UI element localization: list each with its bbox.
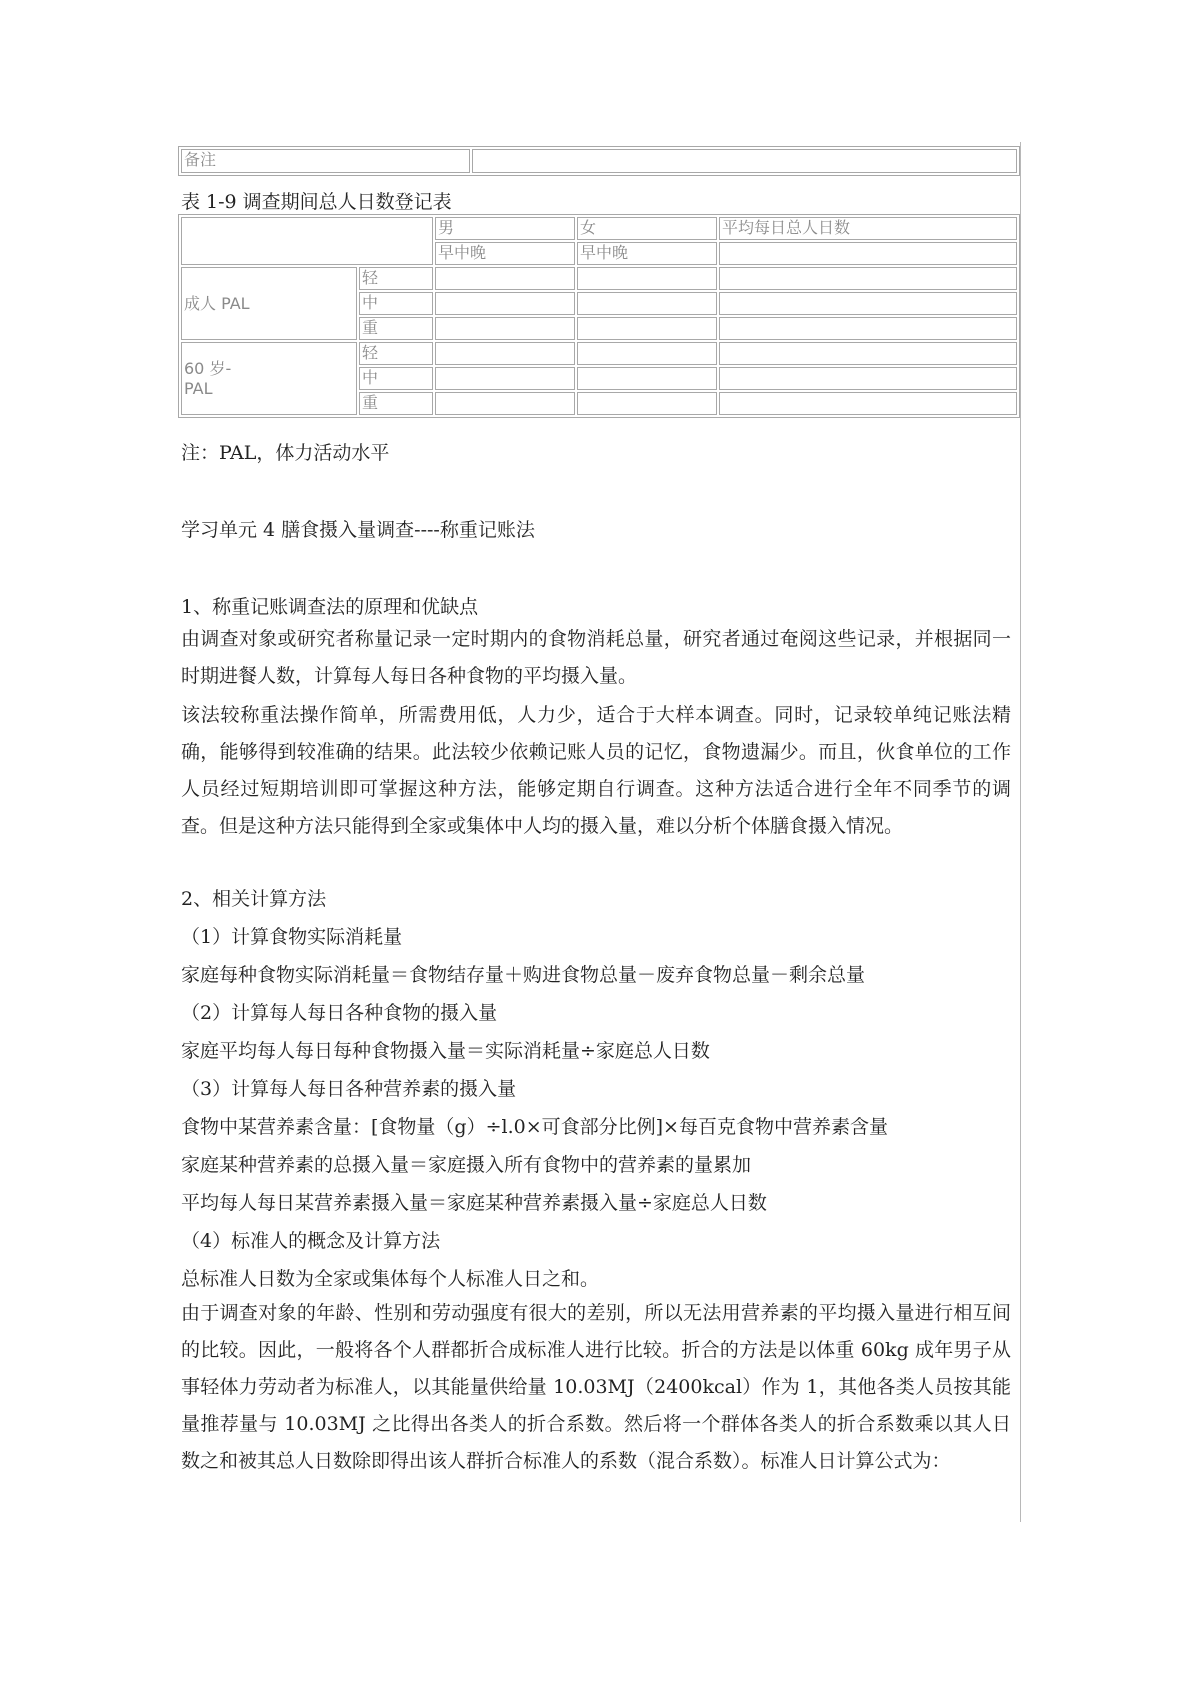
- empty-cell: [577, 342, 717, 365]
- section1-title: 1、称重记账调查法的原理和优缺点: [181, 596, 479, 618]
- section1-paragraph1: 由调查对象或研究者称量记录一定时期内的食物消耗总量，研究者通过奄阅这些记录，并根据同一时期进餐人数，计算每人每日各种食物的平均摄入量。: [181, 628, 1011, 687]
- empty-cell: [577, 317, 717, 340]
- meals-male: 早中晚: [435, 242, 575, 265]
- level-medium: 中: [359, 367, 433, 390]
- table-title: 表 1-9 调查期间总人日数登记表: [181, 191, 452, 213]
- group-elderly-line2: PAL: [184, 378, 213, 398]
- header-avg: 平均每日总人日数: [719, 217, 1017, 240]
- table-row: [181, 217, 1017, 240]
- table-row: [181, 342, 1017, 365]
- empty-cell: [435, 392, 575, 415]
- table-row: [181, 267, 1017, 290]
- table-note: 注：PAL，体力活动水平: [181, 442, 390, 464]
- empty-cell: [719, 317, 1017, 340]
- group-adult-label: 成人 PAL: [181, 267, 357, 340]
- empty-cell: [719, 267, 1017, 290]
- formula-total-nutrient: 家庭某种营养素的总摄入量＝家庭摄入所有食物中的营养素的量累加: [181, 1154, 752, 1176]
- empty-cell: [435, 317, 575, 340]
- remark-table: [178, 146, 1020, 176]
- empty-cell: [719, 292, 1017, 315]
- formula-nutrient-content: 食物中某营养素含量：[食物量（g）÷l.0×可食部分比例]×每百克食物中营养素含量: [181, 1116, 888, 1138]
- empty-cell: [577, 392, 717, 415]
- level-heavy: 重: [359, 392, 433, 415]
- standard-person-paragraph: 由于调查对象的年龄、性别和劳动强度有很大的差别，所以无法用营养素的平均摄入量进行相互间的比较。因此，一般将各个人群都折合成标准人进行比较。折合的方法是以体重 60kg 成年男子从事轻体力劳动者为标准人，以其能量供给量 10.03MJ（2400kcal）作为 1，其他各类人员按其能量推荐量与 10.03MJ 之比得出各类人的折合系数。然后将一个群体各类人的折合系数乘以其人日数之和被其总人日数除即得出该人群折合标准人的系数（混合系数）。标准人日计算公式为：: [181, 1302, 1011, 1472]
- header-blank-cell: [181, 217, 433, 265]
- empty-cell: [719, 342, 1017, 365]
- section1-paragraph2: 该法较称重法操作简单，所需费用低，人力少，适合于大样本调查。同时，记录较单纯记账法精确，能够得到较准确的结果。此法较少依赖记账人员的记忆，食物遗漏少。而且，伙食单位的工作人员经过短期培训即可掌握这种方法，能够定期自行调查。这种方法适合进行全年不同季节的调查。但是这种方法只能得到全家或集体中人均的摄入量，难以分析个体膳食摄入情况。: [181, 704, 1011, 837]
- page-right-rule: [1020, 142, 1021, 1522]
- group-elderly-label: [181, 342, 357, 415]
- subsection-2-2-title: （2）计算每人每日各种食物的摄入量: [181, 1002, 498, 1024]
- formula-average-nutrient: 平均每人每日某营养素摄入量＝家庭某种营养素摄入量÷家庭总人日数: [181, 1192, 767, 1214]
- remark-label: 备注: [181, 149, 470, 173]
- formula-daily-intake: 家庭平均每人每日每种食物摄入量＝实际消耗量÷家庭总人日数: [181, 1040, 710, 1062]
- empty-cell: [435, 342, 575, 365]
- table-row: [181, 149, 1017, 173]
- level-light: 轻: [359, 267, 433, 290]
- level-heavy: 重: [359, 317, 433, 340]
- meals-female: 早中晚: [577, 242, 717, 265]
- empty-cell: [719, 367, 1017, 390]
- level-light: 轻: [359, 342, 433, 365]
- group-elderly-line1: 60 岁-: [184, 358, 232, 378]
- empty-cell: [435, 267, 575, 290]
- formula-actual-consumption: 家庭每种食物实际消耗量＝食物结存量＋购进食物总量－废弃食物总量－剩余总量: [181, 964, 866, 986]
- remark-value: [472, 149, 1017, 173]
- standard-person-definition: 总标准人日数为全家或集体每个人标准人日之和。: [181, 1268, 600, 1290]
- empty-cell: [577, 367, 717, 390]
- header-female: 女: [577, 217, 717, 240]
- empty-cell: [577, 292, 717, 315]
- level-medium: 中: [359, 292, 433, 315]
- section2-title: 2、相关计算方法: [181, 888, 327, 910]
- subsection-2-1-title: （1）计算食物实际消耗量: [181, 926, 403, 948]
- header-male: 男: [435, 217, 575, 240]
- empty-cell: [719, 392, 1017, 415]
- empty-cell: [719, 242, 1017, 265]
- unit-title: 学习单元 4 膳食摄入量调查----称重记账法: [181, 519, 535, 541]
- person-day-register-table: [178, 214, 1020, 418]
- subsection-2-4-title: （4）标准人的概念及计算方法: [181, 1230, 441, 1252]
- subsection-2-3-title: （3）计算每人每日各种营养素的摄入量: [181, 1078, 517, 1100]
- empty-cell: [435, 367, 575, 390]
- empty-cell: [577, 267, 717, 290]
- empty-cell: [435, 292, 575, 315]
